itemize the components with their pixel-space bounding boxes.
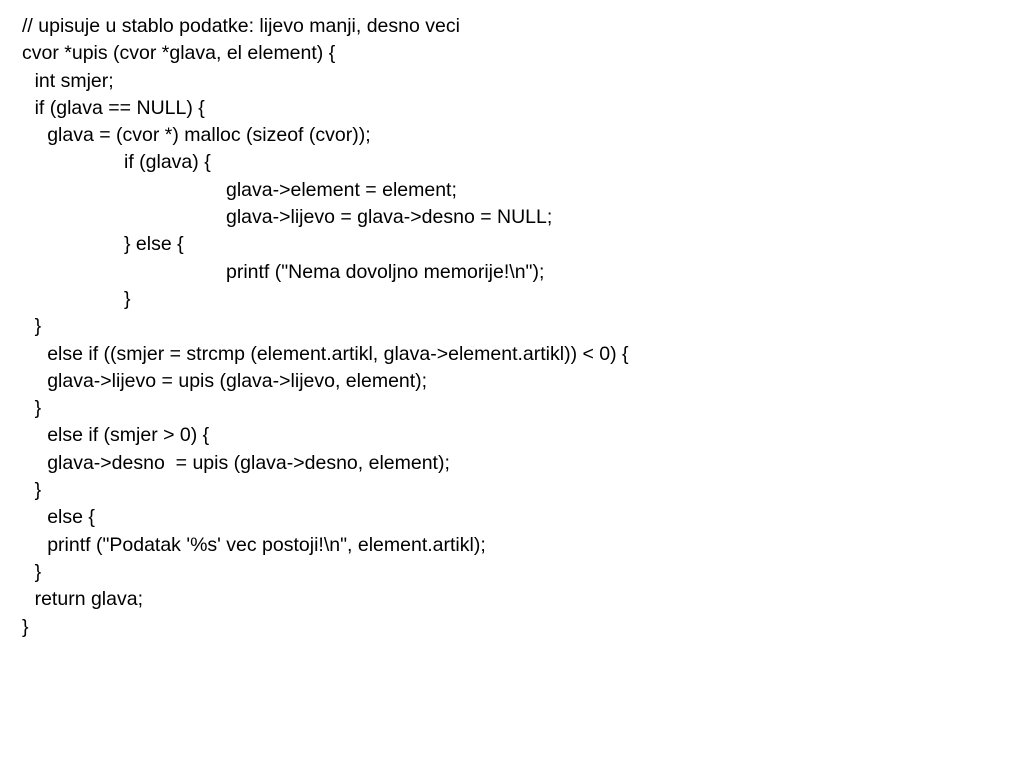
code-line: glava = (cvor *) malloc (sizeof (cvor)); bbox=[47, 124, 371, 147]
code-line: cvor *upis (cvor *glava, el element) { bbox=[22, 42, 336, 65]
code-line: glava->lijevo = upis (glava->lijevo, element); bbox=[47, 369, 428, 392]
code-line: } bbox=[34, 479, 42, 502]
code-line: glava->desno = upis (glava->desno, element); bbox=[47, 451, 450, 474]
code-line: else { bbox=[47, 506, 95, 529]
code-line: return glava; bbox=[34, 588, 143, 611]
code-line: int smjer; bbox=[34, 69, 114, 92]
code-line: if (glava) { bbox=[124, 151, 211, 174]
code-line: else if (smjer > 0) { bbox=[47, 424, 210, 447]
code-line: printf ("Nema dovoljno memorije!\n"); bbox=[226, 260, 545, 283]
code-line: glava->element = element; bbox=[226, 178, 457, 201]
code-line: else if ((smjer = strcmp (element.artikl, glava->element.artikl)) < 0) { bbox=[47, 342, 629, 365]
code-line: } bbox=[124, 287, 131, 310]
code-line: printf ("Podatak '%s' vec postoji!\n", element.artikl); bbox=[47, 533, 486, 556]
code-line: glava->lijevo = glava->desno = NULL; bbox=[226, 206, 553, 229]
code-line: } else { bbox=[124, 233, 184, 256]
code-line: } bbox=[22, 615, 29, 638]
code-line: } bbox=[34, 560, 42, 583]
code-line: if (glava == NULL) { bbox=[34, 96, 205, 119]
code-line: } bbox=[34, 315, 42, 338]
code-listing bbox=[22, 13, 629, 641]
code-line: // upisuje u stablo podatke: lijevo manji, desno veci bbox=[22, 15, 460, 37]
code-line: } bbox=[34, 397, 42, 420]
